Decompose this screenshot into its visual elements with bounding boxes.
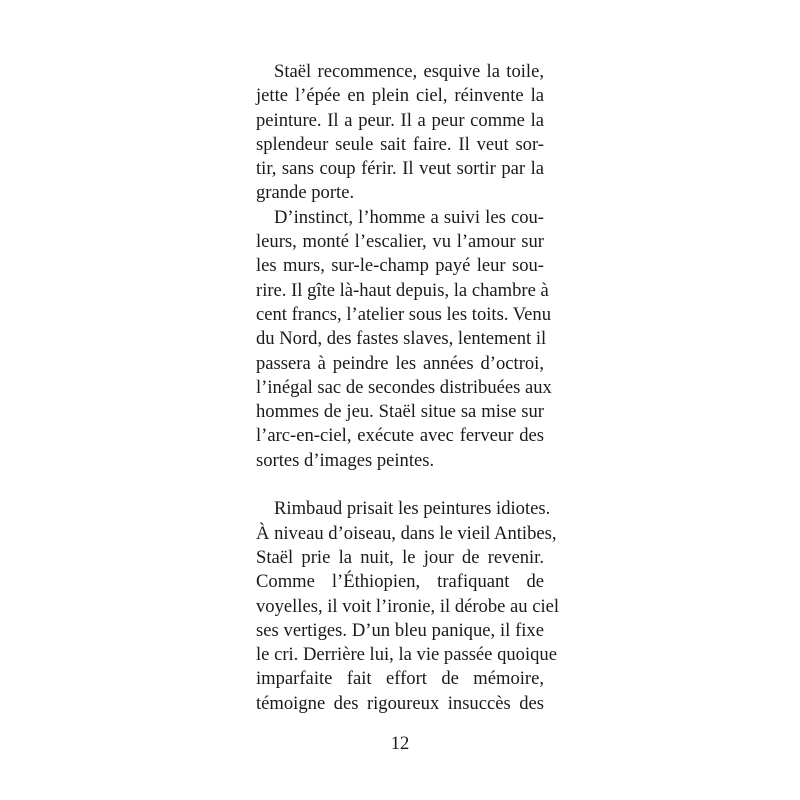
- text-line: du Nord, des fastes slaves, lentement il: [256, 328, 547, 350]
- text-line: D’instinct, l’homme a suivi les cou-: [274, 206, 544, 228]
- text-line: rire. Il gîte là-haut depuis, la chambre à: [256, 279, 549, 301]
- text-line: hommes de jeu. Staël situe sa mise sur: [256, 401, 544, 423]
- text-line: jette l’épée en plein ciel, réinvente la: [256, 85, 544, 107]
- text-line: cent francs, l’atelier sous les toits. Venu: [256, 303, 552, 325]
- text-line: l’inégal sac de secondes distribuées aux: [256, 376, 552, 398]
- text-line: peinture. Il a peur. Il a peur comme la: [256, 109, 544, 131]
- text-line: tir, sans coup férir. Il veut sortir par la: [256, 158, 544, 180]
- text-line: passera à peindre les années d’octroi,: [256, 352, 544, 374]
- paragraph-1: [256, 60, 544, 206]
- text-line: Staël recommence, esquive la toile,: [274, 61, 544, 82]
- text-line: Staël prie la nuit, le jour de revenir.: [256, 546, 544, 568]
- paragraph-2: [256, 206, 552, 473]
- text-line: sortes d’images peintes.: [256, 449, 435, 471]
- page-number: 12: [390, 733, 410, 754]
- text-line: À niveau d’oiseau, dans le vieil Antibes,: [256, 522, 557, 544]
- text-line: leurs, monté l’escalier, vu l’amour sur: [256, 231, 544, 253]
- text-line: l’arc-en-ciel, exécute avec ferveur des: [256, 425, 544, 447]
- text-line: splendeur seule sait faire. Il veut sor-: [256, 133, 544, 155]
- text-line: le cri. Derrière lui, la vie passée quoique: [256, 644, 557, 666]
- text-line: grande porte.: [256, 182, 355, 204]
- section-break: [256, 473, 544, 497]
- paragraph-3: [256, 497, 560, 716]
- text-line: voyelles, il voit l’ironie, il dérobe au ciel: [256, 595, 560, 617]
- text-line: ses vertiges. D’un bleu panique, il fixe: [256, 619, 544, 641]
- text-line: Rimbaud prisait les peintures idiotes.: [274, 498, 551, 520]
- text-line: les murs, sur-le-champ payé leur sou-: [256, 255, 544, 277]
- text-line: témoigne des rigoureux insuccès des: [256, 692, 544, 714]
- text-line: imparfaite fait effort de mémoire,: [256, 668, 544, 690]
- body-text: [256, 60, 560, 716]
- text-line: Comme l’Éthiopien, trafiquant de: [256, 571, 544, 593]
